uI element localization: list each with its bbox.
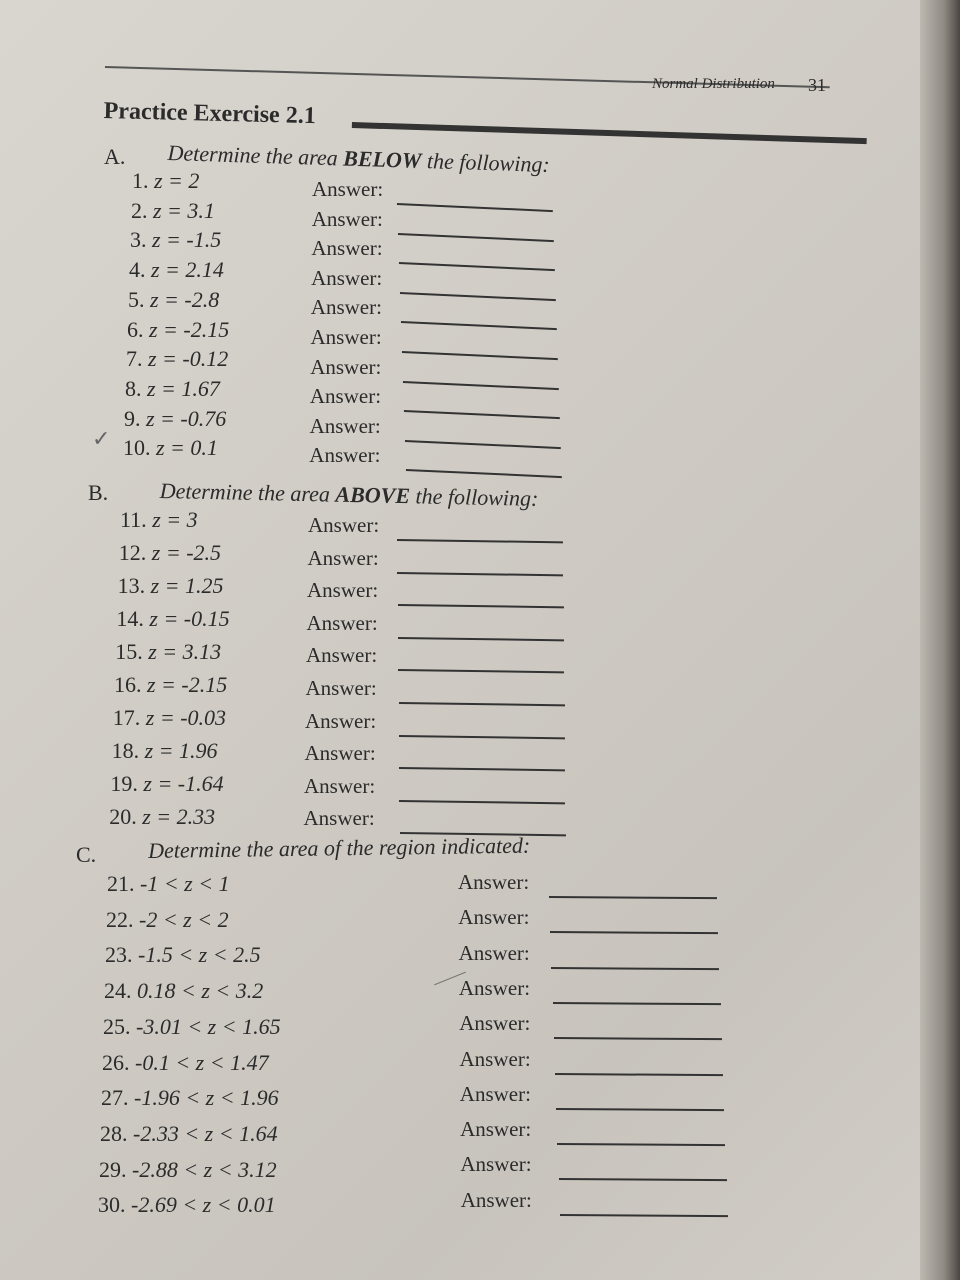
section-letter: A. — [104, 144, 126, 169]
answer-label: Answer: — [458, 975, 531, 1000]
item-expression: z = -0.03 — [145, 705, 227, 730]
item-number: 19. — [110, 771, 138, 796]
item-expression: z = -1.64 — [143, 771, 224, 796]
answer-blank[interactable] — [560, 1214, 728, 1217]
item-number: 1. — [132, 168, 149, 193]
title-bar — [352, 122, 867, 144]
item-number: 11. — [120, 507, 147, 532]
item-expression: z = 3.1 — [153, 197, 215, 223]
item-expression: z = -0.76 — [146, 405, 227, 431]
item-expression: z = 1.96 — [144, 738, 218, 763]
item-number: 14. — [116, 606, 144, 631]
exercise-item — [101, 1085, 279, 1111]
item-number: 15. — [115, 639, 143, 664]
exercise-item — [129, 257, 224, 283]
answer-blank[interactable] — [399, 735, 565, 739]
answer-label: Answer: — [458, 905, 530, 930]
exercise-item — [127, 317, 229, 343]
item-expression: z = -2.15 — [149, 316, 230, 342]
answer-label: Answer: — [306, 643, 378, 668]
answer-label: Answer: — [305, 708, 377, 733]
item-number: 17. — [112, 705, 141, 730]
answer-blank[interactable] — [397, 572, 563, 576]
item-expression: -1.5 < z < 2.5 — [138, 942, 261, 968]
item-expression: -2.69 < z < 0.01 — [131, 1192, 276, 1218]
item-expression: z = 3 — [152, 507, 198, 532]
answer-blank[interactable] — [397, 203, 553, 212]
answer-label: Answer: — [304, 741, 376, 766]
item-number: 20. — [109, 804, 137, 829]
answer-blank[interactable] — [398, 233, 554, 242]
instruction-text-end: the following: — [421, 147, 551, 177]
item-number: 2. — [131, 197, 148, 223]
exercise-item — [98, 1192, 276, 1218]
item-expression: 0.18 < z < 3.2 — [137, 978, 264, 1004]
instruction-text: Determine the area — [167, 140, 344, 171]
item-number: 23. — [105, 942, 133, 968]
answer-label: Answer: — [311, 206, 383, 231]
answer-blank[interactable] — [398, 637, 564, 641]
item-number: 10. — [123, 435, 151, 461]
item-number: 4. — [129, 257, 146, 283]
item-expression: -0.1 < z < 1.47 — [135, 1049, 269, 1075]
answer-blank[interactable] — [399, 800, 565, 804]
item-expression: z = -0.12 — [148, 346, 229, 372]
exercise-item — [110, 771, 223, 797]
item-number: 8. — [125, 375, 142, 401]
item-number: 12. — [118, 540, 147, 565]
answer-label: Answer: — [303, 806, 375, 831]
item-expression: -1.96 < z < 1.96 — [134, 1085, 279, 1111]
item-expression: -2.88 < z < 3.12 — [132, 1156, 277, 1182]
item-number: 18. — [111, 738, 140, 763]
exercise-item — [99, 1157, 277, 1183]
exercise-item — [103, 1014, 281, 1040]
item-expression: z = 3.13 — [148, 639, 222, 664]
item-expression: z = 2.14 — [151, 257, 224, 283]
item-expression: -2.33 < z < 1.64 — [133, 1120, 278, 1146]
item-number: 3. — [130, 227, 147, 253]
answer-label: Answer: — [460, 1187, 532, 1212]
exercise-item — [100, 1121, 278, 1147]
exercise-item — [120, 507, 198, 533]
answer-blank[interactable] — [398, 604, 564, 608]
section-instruction — [148, 833, 530, 864]
answer-label: Answer: — [460, 1152, 532, 1177]
exercise-item — [104, 978, 263, 1004]
exercise-item — [125, 376, 220, 402]
section-letter: B. — [88, 480, 109, 505]
answer-label: Answer: — [304, 773, 376, 798]
page-edge — [920, 0, 960, 1280]
instruction-text-end: the following: — [409, 483, 539, 511]
answer-blank[interactable] — [397, 539, 563, 543]
exercise-item — [126, 346, 228, 372]
exercise-item — [113, 705, 226, 731]
instruction-emphasis: ABOVE — [335, 481, 411, 509]
answer-blank[interactable] — [559, 1178, 727, 1181]
exercise-item — [131, 198, 215, 224]
answer-blank[interactable] — [398, 702, 564, 706]
pencil-check-mark: ✓ — [92, 426, 111, 451]
page-number: 31 — [808, 75, 826, 95]
exercise-item — [119, 540, 221, 566]
item-expression: z = -2.15 — [147, 672, 228, 697]
exercise-item — [123, 435, 218, 461]
item-number: 16. — [114, 672, 142, 697]
answer-label: Answer: — [312, 177, 384, 201]
answer-blank[interactable] — [550, 931, 718, 934]
answer-label: Answer: — [309, 384, 382, 409]
item-expression: z = 1.67 — [147, 375, 220, 401]
answer-label: Answer: — [308, 513, 380, 537]
answer-label: Answer: — [310, 354, 382, 379]
instruction-text: Determine the area — [159, 478, 336, 507]
running-head: Normal Distribution — [652, 76, 775, 92]
item-expression: z = 2.33 — [142, 804, 216, 829]
answer-blank[interactable] — [557, 1143, 725, 1146]
answer-blank[interactable] — [404, 410, 560, 419]
item-expression: z = 1.25 — [150, 573, 224, 598]
section-instruction — [159, 478, 538, 512]
answer-blank[interactable] — [405, 440, 561, 449]
answer-label: Answer: — [309, 443, 381, 468]
item-number: 26. — [102, 1049, 130, 1075]
answer-blank[interactable] — [398, 669, 564, 673]
exercise-item — [112, 738, 218, 764]
answer-label: Answer: — [306, 610, 378, 635]
answer-label: Answer: — [310, 295, 382, 320]
item-number: 6. — [127, 316, 144, 342]
item-expression: z = -0.15 — [149, 606, 230, 631]
answer-label: Answer: — [310, 325, 382, 349]
exercise-item — [107, 871, 230, 897]
item-number: 27. — [101, 1085, 129, 1111]
exercise-title: Practice Exercise 2.1 — [103, 98, 317, 130]
answer-label: Answer: — [460, 1117, 532, 1142]
answer-blank[interactable] — [551, 967, 719, 970]
item-number: 28. — [100, 1120, 128, 1146]
exercise-item — [102, 1050, 269, 1076]
item-expression: z = -1.5 — [152, 227, 222, 253]
answer-blank[interactable] — [400, 292, 556, 301]
answer-label: Answer: — [311, 265, 383, 290]
exercise-item — [115, 639, 221, 665]
answer-blank[interactable] — [401, 321, 557, 330]
answer-label: Answer: — [309, 413, 381, 438]
answer-blank[interactable] — [555, 1073, 723, 1076]
exercise-item — [109, 804, 215, 830]
answer-blank[interactable] — [556, 1108, 724, 1111]
section-letter: C. — [76, 842, 97, 867]
answer-blank[interactable] — [402, 351, 558, 360]
item-expression: z = -2.5 — [151, 540, 222, 565]
exercise-item — [105, 942, 261, 968]
answer-label: Answer: — [307, 578, 379, 603]
answer-label: Answer: — [459, 1046, 531, 1071]
exercise-item — [132, 168, 199, 194]
answer-label: Answer: — [307, 545, 379, 570]
item-number: 5. — [128, 286, 145, 312]
exercise-item — [106, 907, 229, 933]
answer-label: Answer: — [458, 870, 530, 894]
instruction-emphasis: BELOW — [342, 145, 422, 173]
answer-blank[interactable] — [554, 1037, 722, 1040]
item-number: 13. — [117, 573, 146, 598]
item-number: 7. — [126, 346, 143, 372]
item-expression: -1 < z < 1 — [140, 871, 230, 896]
exercise-item — [116, 606, 229, 632]
item-expression: z = -2.8 — [150, 286, 220, 312]
item-expression: z = 0.1 — [156, 435, 218, 461]
instruction-text: Determine the area of the region indicated: — [148, 832, 531, 863]
exercise-item — [114, 672, 227, 698]
answer-blank[interactable] — [399, 262, 555, 271]
exercise-item — [128, 287, 219, 313]
item-number: 21. — [107, 871, 135, 896]
exercise-item — [124, 406, 226, 432]
item-expression: -3.01 < z < 1.65 — [136, 1013, 281, 1039]
item-number: 24. — [104, 978, 132, 1004]
item-number: 22. — [106, 906, 134, 932]
answer-label: Answer: — [458, 940, 530, 965]
item-expression: -2 < z < 2 — [139, 906, 229, 932]
answer-blank[interactable] — [549, 896, 717, 899]
answer-label: Answer: — [311, 236, 383, 261]
answer-label: Answer: — [305, 676, 377, 700]
answer-label: Answer: — [459, 1081, 531, 1106]
exercise-item — [130, 227, 221, 253]
item-expression: z = 2 — [154, 168, 200, 193]
item-number: 9. — [124, 405, 141, 431]
exercise-item — [118, 573, 224, 599]
item-number: 25. — [103, 1013, 131, 1039]
section-instruction — [167, 140, 550, 178]
answer-blank[interactable] — [553, 1002, 721, 1005]
answer-blank[interactable] — [399, 767, 565, 771]
item-number: 29. — [99, 1156, 127, 1182]
answer-blank[interactable] — [406, 469, 562, 478]
answer-blank[interactable] — [403, 381, 559, 390]
item-number: 30. — [98, 1192, 126, 1218]
answer-label: Answer: — [459, 1011, 531, 1036]
